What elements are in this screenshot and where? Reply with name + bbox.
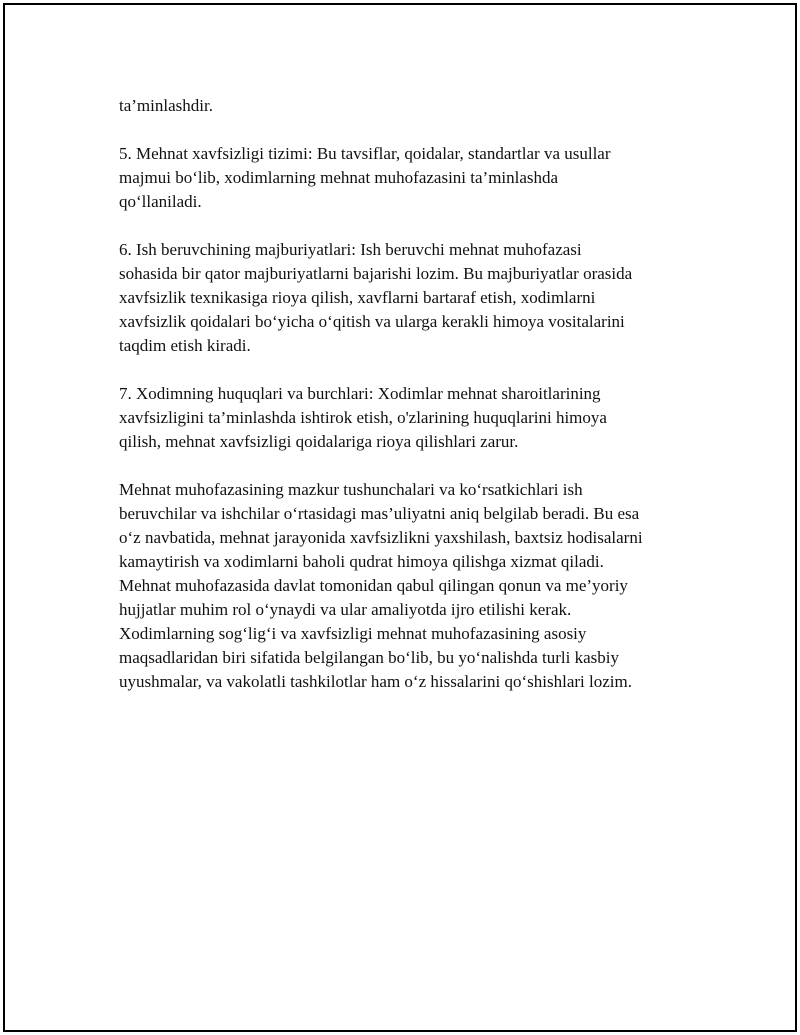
text-line: xavfsizlik texnikasiga rioya qilish, xavflarni bartaraf etish, xodimlarni	[119, 288, 596, 307]
text-line: 6. Ish beruvchining majburiyatlari: Ish beruvchi mehnat muhofazasi	[119, 240, 582, 259]
text-line: uyushmalar, va vakolatli tashkilotlar ham o‘z hissalarini qo‘shishlari lozim.	[119, 672, 632, 691]
text-line: beruvchilar va ishchilar o‘rtasidagi mas’uliyatni aniq belgilab beradi. Bu esa	[119, 504, 640, 523]
paragraph-item-6	[119, 238, 679, 358]
text-line: majmui bo‘lib, xodimlarning mehnat muhofazasini ta’minlashda	[119, 168, 559, 187]
text-line: xavfsizlik qoidalari bo‘yicha o‘qitish va ularga kerakli himoya vositalarini	[119, 312, 625, 331]
text-line: qilish, mehnat xavfsizligi qoidalariga rioya qilishlari zarur.	[119, 432, 519, 451]
text-line: qo‘llaniladi.	[119, 192, 202, 211]
paragraph-item-5	[119, 142, 679, 214]
text-line: xavfsizligini ta’minlashda ishtirok etish, o'zlarining huquqlarini himoya	[119, 408, 607, 427]
text-line: sohasida bir qator majburiyatlarni bajarishi lozim. Bu majburiyatlar orasida	[119, 264, 633, 283]
text-line: maqsadlaridan biri sifatida belgilangan bo‘lib, bu yo‘nalishda turli kasbiy	[119, 648, 619, 667]
document-page	[3, 3, 797, 1032]
text-line: Mehnat muhofazasida davlat tomonidan qabul qilingan qonun va me’yoriy	[119, 576, 628, 595]
paragraph-conclusion	[119, 478, 679, 694]
text-line: o‘z navbatida, mehnat jarayonida xavfsizlikni yaxshilash, baxtsiz hodisalarni	[119, 528, 643, 547]
text-line: kamaytirish va xodimlarni baholi qudrat himoya qilishga xizmat qiladi.	[119, 552, 604, 571]
text-line: 5. Mehnat xavfsizligi tizimi: Bu tavsiflar, qoidalar, standartlar va usullar	[119, 144, 611, 163]
paragraph-item-7	[119, 382, 679, 454]
text-line: ta’minlashdir.	[119, 96, 213, 115]
text-line: Mehnat muhofazasining mazkur tushunchalari va ko‘rsatkichlari ish	[119, 480, 583, 499]
text-line: 7. Xodimning huquqlari va burchlari: Xodimlar mehnat sharoitlarining	[119, 384, 601, 403]
paragraph-continuation	[119, 94, 679, 118]
text-line: hujjatlar muhim rol o‘ynaydi va ular amaliyotda ijro etilishi kerak.	[119, 600, 572, 619]
text-line: Xodimlarning sog‘lig‘i va xavfsizligi mehnat muhofazasining asosiy	[119, 624, 587, 643]
text-line: taqdim etish kiradi.	[119, 336, 251, 355]
document-body	[119, 94, 679, 718]
